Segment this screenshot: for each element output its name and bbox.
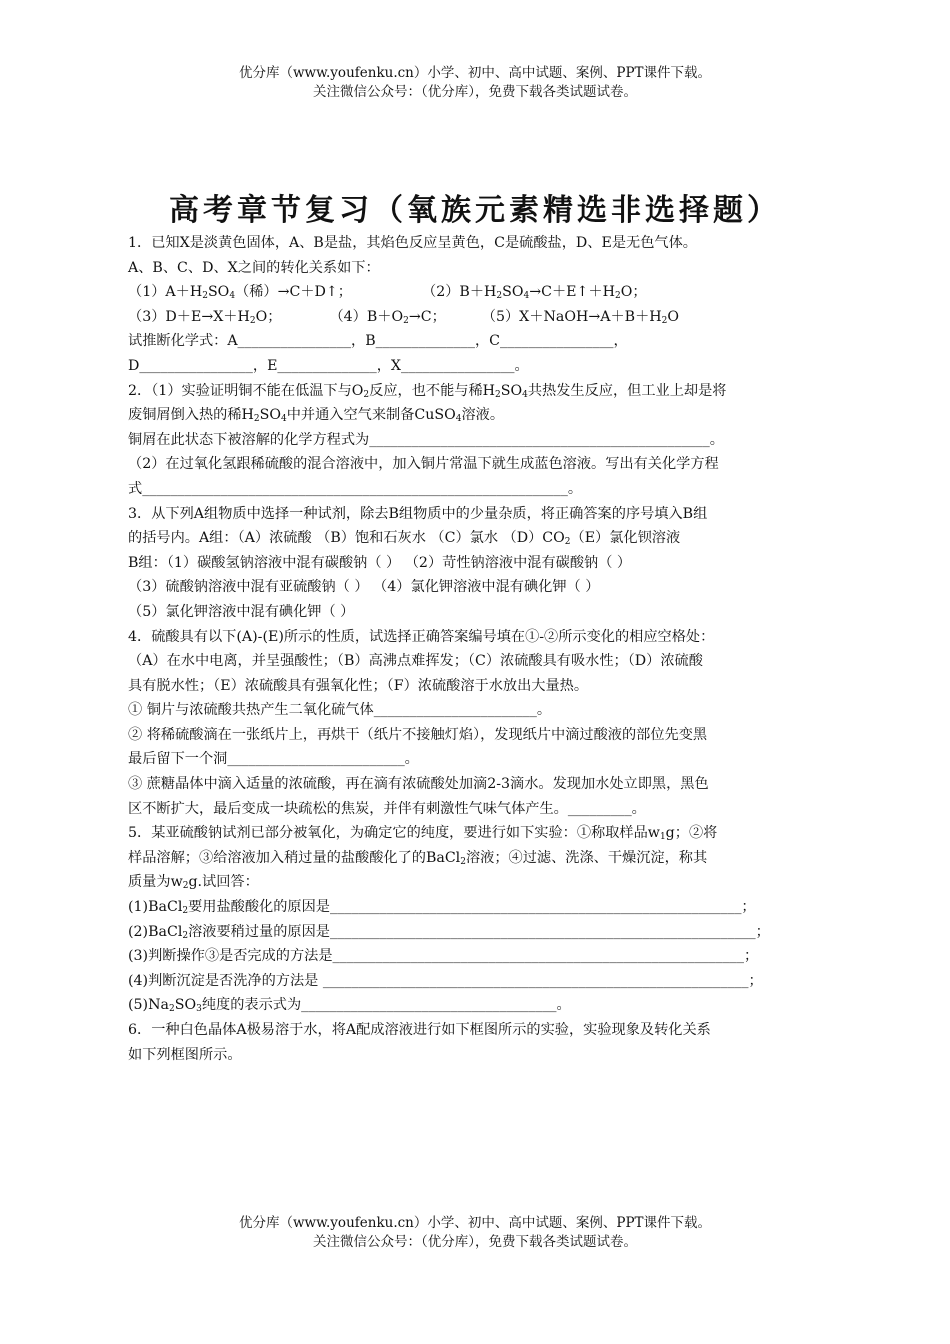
q1-reaction-3: $(3)D+E\to X+H_2O$； (128, 308, 282, 326)
q4-line-7: ③ 蔗糖晶体中滴入适量的浓硫酸，再在滴有浓硫酸处加滴2-3滴水。发现加水处立即黑，黑色 (128, 776, 709, 793)
q1-answer-line-2: D________________，E______________，X________________。 (128, 357, 529, 374)
q2-line-1: 2．（1）实验证明铜不能在低温下与$O_2$反应，也不能与稀$H_2SO_4$共热发生反应，但工业上却是将 (128, 382, 727, 400)
q5-line-3: 质量为$w_2g$.试回答： (128, 874, 259, 892)
q5-line-8: $(5)Na_2SO_3$纯度的表示式为____________________________________。 (128, 997, 571, 1015)
q5-line-5: (2)BaCl$_2$溶液要稍过量的原因是____________________________________________________________； (128, 923, 770, 941)
q5-line-4: (1)BaCl$_2$要用盐酸酸化的原因是__________________________________________________________； (128, 899, 756, 917)
q2-line-4: （2）在过氧化氢跟稀硫酸的混合溶液中，加入铜片常温下就生成蓝色溶液。写出有关化学方程 (128, 456, 719, 473)
footer-line-2: 关注微信公众号：（优分库），免费下载各类试题试卷。 (313, 1234, 637, 1250)
q5-line-6: (3)判断操作③是否完成的方法是__________________________________________________________； (128, 948, 759, 965)
q5-line-7: (4)判断沉淀是否洗净的方法是 ____________________________________________________________； (128, 972, 763, 989)
q1-reactions-line-2 (128, 305, 828, 330)
document-title: 高考章节复习（氧族元素精选非选择题） (169, 193, 781, 228)
q5-line-1: 5．某亚硫酸钠试剂已部分被氧化，为确定它的纯度，要进行如下实验：①称取样品$w_1g$；②将 (128, 825, 718, 843)
q4-line-3: 具有脱水性；（E）浓硫酸具有强氧化性；（F）浓硫酸溶于水放出大量热。 (128, 677, 589, 694)
q4-line-4: ① 铜片与浓硫酸共热产生二氧化硫气体_______________________。 (128, 702, 552, 719)
q3-line-2: 的括号内。A组：（A）浓硫酸 （B）饱和石灰水 （C）氯水 $(D)CO_2(E)$氯化钡溶液 (128, 530, 681, 548)
q1-reaction-5: $(5)X+NaOH\to A+B+H_2O$ (481, 308, 680, 326)
q3-line-5: （5）氯化钾溶液中混有碘化钾（ ） (128, 603, 355, 620)
page-footer (0, 1214, 950, 1252)
q2-line-3: 铜屑在此状态下被溶解的化学方程式为________________________________________________。 (128, 431, 724, 448)
q3-line-1: 3．从下列A组物质中选择一种试剂，除去B组物质中的少量杂质，将正确答案的序号填入B组 (128, 505, 708, 522)
q4-line-6: 最后留下一个洞_________________________。 (128, 751, 419, 768)
q1-reactions-line-1 (128, 280, 828, 305)
q4-line-8: 区不断扩大，最后变成一块疏松的焦炭，并伴有刺激性气味气体产生。_________。 (128, 800, 646, 817)
q4-line-5: ② 将稀硫酸滴在一张纸片上，再烘干（纸片不接触灯焰），发现纸片中滴过酸液的部位先变黑 (128, 726, 708, 743)
q4-line-2: （A）在水中电离，并呈强酸性；（B）高沸点难挥发；（C）浓硫酸具有吸水性；（D）浓硫酸 (128, 653, 703, 670)
q1-intro-line-1: 1．已知X是淡黄色固体，A、B是盐，其焰色反应呈黄色，C是硫酸盐，D、E是无色气体。 (128, 235, 697, 251)
page-header (0, 64, 950, 102)
q6-line-1: 6．一种白色晶体A极易溶于水，将A配成溶液进行如下框图所示的实验，实验现象及转化关系 (128, 1022, 711, 1038)
header-line-1: 优分库（www.youfenku.cn）小学、初中、高中试题、案例、PPT课件下载。 (238, 65, 712, 81)
question-body (128, 231, 828, 1067)
q1-reaction-2: $(2)B+H_2SO_4\to C+E↑+H_2O$； (422, 284, 647, 302)
q2-line-2: 废铜屑倒入热的稀$H_2SO_4$中并通入空气来制备CuSO$_4$溶液。 (128, 407, 505, 425)
q1-intro-line-2: A、B、C、D、X之间的转化关系如下： (128, 259, 380, 276)
q6-line-2: 如下列框图所示。 (128, 1046, 242, 1063)
footer-line-1: 优分库（www.youfenku.cn）小学、初中、高中试题、案例、PPT课件下载。 (238, 1215, 712, 1231)
q1-reaction-1: $(1)A+H_2SO_4$（稀）→C＋D↑； (128, 284, 352, 302)
q3-line-4: （3）硫酸钠溶液中混有亚硫酸钠（ ） （4）氯化钾溶液中混有碘化钾（ ） (128, 579, 600, 596)
q4-line-1: 4．硫酸具有以下(A)-(E)所示的性质，试选择正确答案编号填在①-②所示变化的相应空格处： (128, 628, 715, 645)
q3-line-3: B组：（1）碳酸氢钠溶液中混有碳酸钠（ ） （2）苛性钠溶液中混有碳酸钠（ ） (128, 554, 632, 571)
q2-line-5: 式____________________________________________________________。 (128, 480, 583, 497)
q1-reaction-4: $(4)B+O_2\to C$； (329, 308, 446, 326)
q5-line-2: 样品溶解；③给溶液加入稍过量的盐酸酸化了的BaCl$_2$溶液；④过滤、洗涤、干燥沉淀，称其 (128, 849, 708, 867)
header-line-2: 关注微信公众号：（优分库），免费下载各类试题试卷。 (313, 84, 637, 100)
q1-answer-line-1: 试推断化学式：A________________，B______________，C________________， (128, 333, 628, 350)
